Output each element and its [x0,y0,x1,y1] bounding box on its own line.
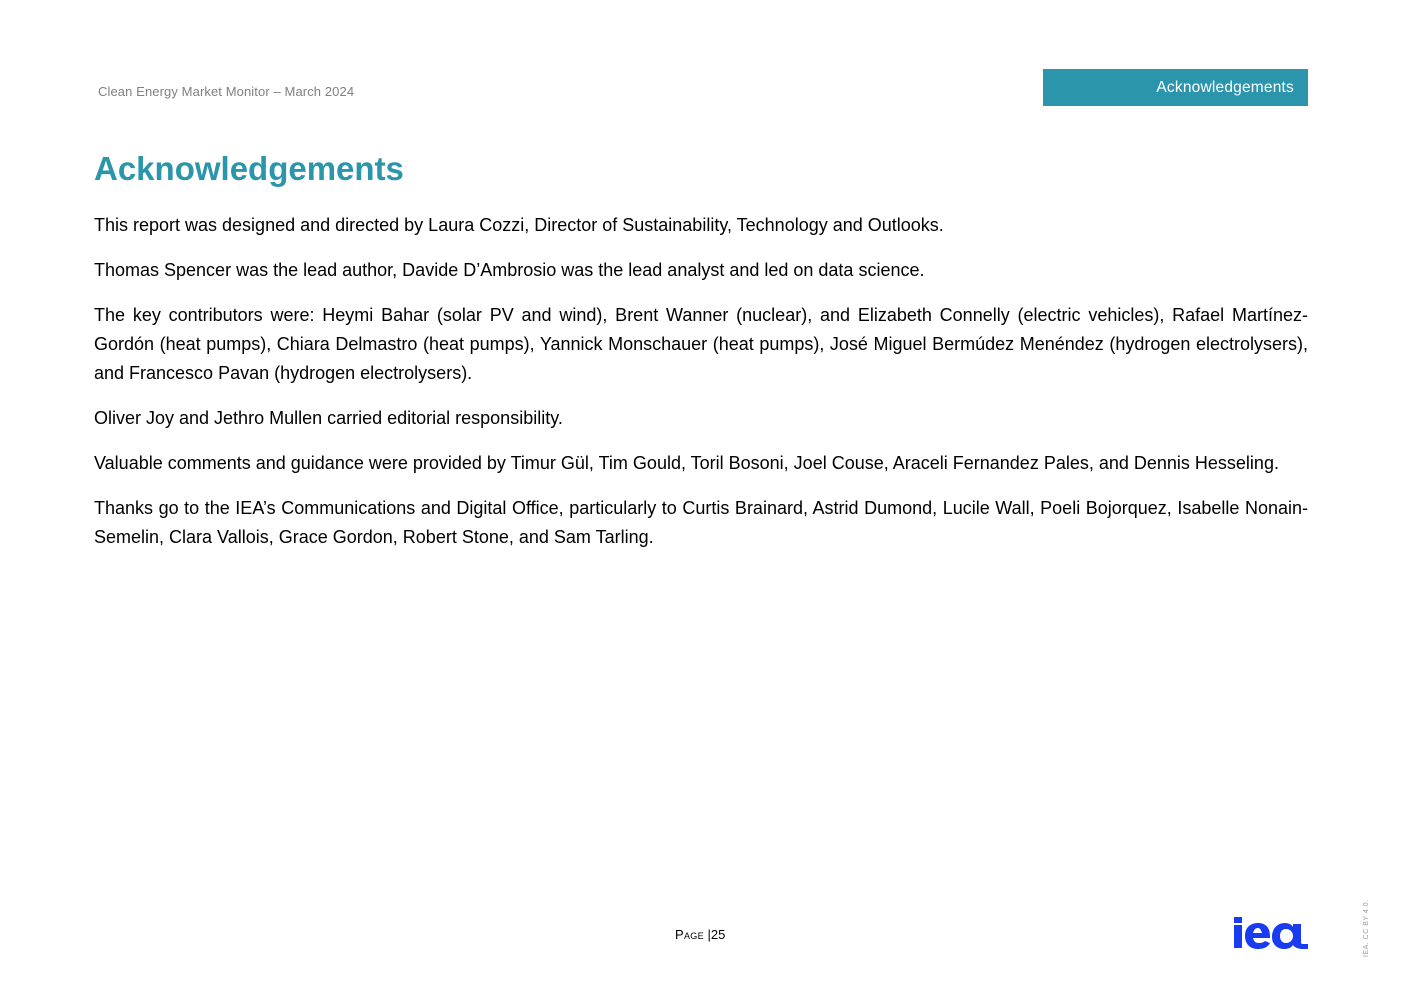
page-separator: | [707,927,711,942]
page-title: Acknowledgements [94,150,404,187]
page-number [675,927,725,942]
paragraph-thanks: Thanks go to the IEA’s Communications and Digital Office, particularly to Curtis Brainard, Astrid Dumond, Lucile Wall, Poeli Bojorquez, Isabelle Nonain-Semelin, Clara Vallois, Grace Gordon, Robert Stone, and Sam Tarling. [94,498,1308,547]
paragraph-contributors: The key contributors were: Heymi Bahar (solar PV and wind), Brent Wanner (nuclear), and Elizabeth Connelly (electric vehicles), Rafael Martínez-Gordón (heat pumps), Chiara Delmastro (heat pumps), Yannick Monschauer (heat pumps), José Miguel Bermúdez Menéndez (hydrogen electrolysers), and Francesco Pavan (hydrogen electrolysers). [94,305,1308,383]
section-tab: Acknowledgements [1043,69,1308,106]
paragraph-editorial: Oliver Joy and Jethro Mullen carried editorial responsibility. [94,408,563,428]
page-label: Page [675,927,704,942]
paragraph-authors: Thomas Spencer was the lead author, Davide D’Ambrosio was the lead analyst and led on data science. [94,260,925,280]
paragraph-reviewers: Valuable comments and guidance were provided by Timur Gül, Tim Gould, Toril Bosoni, Joel Couse, Araceli Fernandez Pales, and Dennis Hesseling. [94,453,1279,473]
acknowledgements-body [94,211,1308,568]
iea-logo [1232,915,1310,950]
license-text: IEA. CC BY 4.0. [1363,899,1370,957]
paragraph-direction: This report was designed and directed by Laura Cozzi, Director of Sustainability, Technology and Outlooks. [94,215,944,235]
page-number-value: 25 [710,927,726,942]
report-title: Clean Energy Market Monitor – March 2024 [98,84,355,99]
